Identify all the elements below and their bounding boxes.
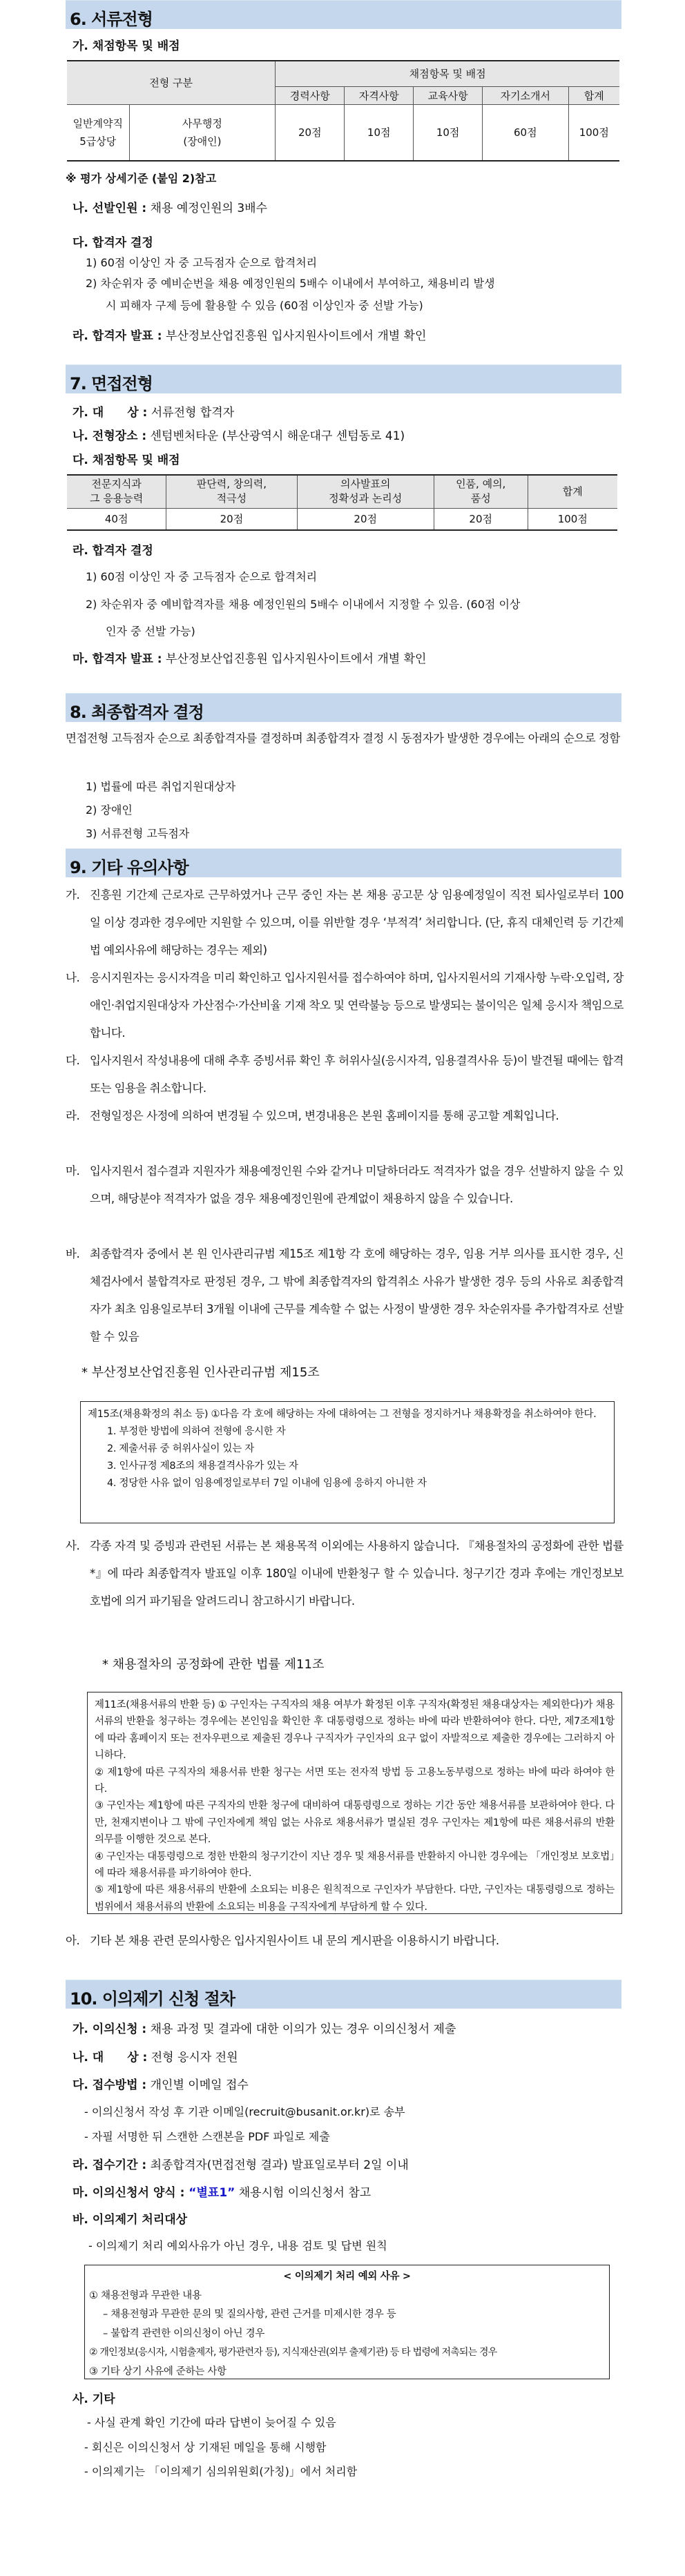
th-col: 인품, 예의, 품성 bbox=[434, 475, 528, 508]
box-para: ② 제1항에 따른 구직자의 채용서류 반환 청구는 서면 또는 전자적 방법 등 고용노동부령으로 정하는 바에 따라 하여야 한다. bbox=[95, 1766, 615, 1795]
s9-para-ra: 라. 전형일정은 사정에 의하여 변경될 수 있으며, 변경내용은 본원 홈페이지를 통해 공고할 계획입니다. bbox=[66, 1109, 559, 1122]
s9-para-na: 나. 응시지원자는 응시자격을 미리 확인하고 입사지원서를 접수하여야 하며, 입사지원서의 기재사항 누락·오입력, 장애인·취업지원대상자 가산점수·가산비율 기재 착오 및 연락불능 등으로 발생되는 불이익은 일체 응시자 책임으로 합니다. bbox=[66, 971, 624, 1040]
s6-score-table bbox=[67, 60, 619, 162]
s7-score-table bbox=[67, 474, 617, 531]
s9-para-da: 다. 입사지원서 작성내용에 대해 추후 증빙서류 확인 후 허위사실(응시자격, 임용결격사유 등)이 발견될 때에는 합격 또는 임용을 취소합니다. bbox=[66, 1054, 624, 1095]
s9-ref-rule15: * 부산정보산업진흥원 인사관리규범 제15조 bbox=[81, 1365, 320, 1380]
s10-f1: - 이의제기 처리 예외사유가 아닌 경우, 내용 검토 및 답변 원칙 bbox=[88, 2239, 387, 2252]
s10-g-item: - 이의제기는 「이의제기 심의위원회(가칭)」에서 처리함 bbox=[84, 2465, 358, 2478]
s6-c2: 2) 차순위자 중 예비순번을 채용 예정인원의 5배수 이내에서 부여하고, 채용비리 발생 bbox=[86, 277, 495, 290]
box-item: 2. 제출서류 중 허위사실이 있는 자 bbox=[107, 1443, 254, 1454]
section-10-heading bbox=[66, 1980, 621, 2009]
s9-para-ga: 가. 진흥원 기간제 근로자로 근무하였거나 근무 중인 자는 본 채용 공고문 상 임용예정일이 직전 퇴사일로부터 100일 이상 경과한 경우에만 지원할 수 있으며, 이를 위반할 경우 ‘부적격’ 처리합니다. (단, 휴직 대체인력 등 기간제법 예외사유에 해당하는 경우는 제외) bbox=[66, 888, 624, 957]
s10-item-e: 마. 이의신청서 양식 : “별표1” 채용시험 이의신청서 참고 bbox=[73, 2186, 372, 2200]
box-para: ④ 구인자는 대통령령으로 정한 반환의 청구기간이 지난 경우 및 채용서류를 반환하지 아니한 경우에는 「개인정보 보호법」에 따라 채용서류를 파기하여야 한다. bbox=[95, 1851, 615, 1880]
s10-exception-box bbox=[84, 2265, 610, 2379]
s9-para-a: 아. 기타 본 채용 관련 문의사항은 입사지원사이트 내 문의 게시판을 이용하시기 바랍니다. bbox=[66, 1934, 499, 1947]
th-col: 의사발표의 정확성과 논리성 bbox=[297, 475, 434, 508]
s10-g-item: - 사실 관계 확인 기간에 따라 답변이 늦어질 수 있음 bbox=[87, 2416, 336, 2429]
section-title: 9. 기타 유의사항 bbox=[70, 858, 189, 877]
s9-ref-law11: * 채용절차의 공정화에 관한 법률 제11조 bbox=[102, 1657, 325, 1672]
row-type: 일반계약직 5급상당 bbox=[67, 104, 129, 161]
section-9-heading bbox=[66, 848, 621, 877]
section-title: 10. 이의제기 신청 절차 bbox=[70, 1989, 235, 2009]
cell-score: 100점 bbox=[528, 508, 617, 530]
box-line: – 불합격 관련한 이의신청이 아닌 경우 bbox=[103, 2328, 265, 2339]
th-group: 전형 구분 bbox=[67, 61, 276, 104]
s6-subheading-a: 가. 채점항목 및 배점 bbox=[73, 39, 180, 53]
s7-item-a: 가. 대 상 : 서류전형 합격자 bbox=[73, 406, 235, 420]
section-title: 7. 면접전형 bbox=[70, 374, 153, 393]
cell-score: 60점 bbox=[483, 104, 568, 161]
s7-d1: 1) 60점 이상인 자 중 고득점자 순으로 합격처리 bbox=[86, 570, 318, 583]
s8-item: 3) 서류전형 고득점자 bbox=[86, 827, 190, 840]
th-col: 합계 bbox=[528, 475, 617, 508]
s6-c2-cont: 시 피해자 구제 등에 활용할 수 있음 (60점 이상인자 중 선발 가능) bbox=[106, 299, 423, 312]
s10-c2: - 자필 서명한 뒤 스캔한 스캔본을 PDF 파일로 제출 bbox=[84, 2130, 330, 2143]
s7-item-e: 마. 합격자 발표 : 부산정보산업진흥원 입사지원사이트에서 개별 확인 bbox=[73, 652, 427, 666]
th-col: 합계 bbox=[568, 86, 619, 104]
section-title: 8. 최종합격자 결정 bbox=[70, 703, 204, 722]
th-col: 자격사항 bbox=[345, 86, 414, 104]
box-para: ⑤ 제1항에 따른 채용서류의 반환에 소요되는 비용은 원칙적으로 구인자가 부담한다. 다만, 구인자는 대통령령으로 정하는 범위에서 채용서류의 반환에 소요되는 비용을 구직자에게 부담하게 할 수 있다. bbox=[95, 1884, 615, 1913]
s6-item-c: 다. 합격자 결정 bbox=[73, 236, 153, 250]
section-6-heading bbox=[66, 0, 621, 29]
th-col: 전문지식과 그 응용능력 bbox=[67, 475, 166, 508]
box-item: 4. 정당한 사유 없이 임용예정일로부터 7일 이내에 임용에 응하지 아니한 자 bbox=[107, 1478, 427, 1489]
box-lead: 제15조(채용확정의 취소 등) ①다음 각 호에 해당하는 자에 대하여는 그 전형을 정지하거나 채용확정을 취소하여야 한다. bbox=[88, 1409, 597, 1420]
s7-d2-cont: 인자 중 선발 가능) bbox=[106, 625, 195, 638]
s6-item-b: 나. 선발인원 : 채용 예정인원의 3배수 bbox=[73, 202, 268, 215]
s10-item-g: 사. 기타 bbox=[73, 2392, 115, 2406]
s7-d2: 2) 차순위자 중 예비합격자를 채용 예정인원의 5배수 이내에서 지정할 수 있음. (60점 이상 bbox=[86, 598, 521, 611]
box-para: 제11조(채용서류의 반환 등) ① 구인자는 구직자의 채용 여부가 확정된 이후 구직자(확정된 채용대상자는 제외한다)가 채용서류의 반환을 청구하는 경우에는 본인임을 확인한 후 대통령령으로 정하는 바에 따라 반환하여야 한다. 다만, 제7조제1항에 따라 홈페이지 또는 전자우편으로 제출된 경우나 구직자가 구인자의 요구 없이 자발적으로 제출한 경우에는 그러하지 아니하다. bbox=[95, 1699, 615, 1762]
cell-score: 40점 bbox=[67, 508, 166, 530]
s10-c1: - 이의신청서 작성 후 기관 이메일(recruit@busanit.or.kr)로 송부 bbox=[84, 2105, 405, 2118]
box-item: 3. 인사규정 제8조의 채용결격사유가 있는 자 bbox=[107, 1461, 298, 1472]
th-items: 채점항목 및 배점 bbox=[276, 61, 619, 86]
s9-para-ma: 마. 입사지원서 접수결과 지원자가 채용예정인원 수와 같거나 미달하더라도 적격자가 없을 경우 선발하지 않을 수 있으며, 해당분야 적격자가 없을 경우 채용예정인원에 관계없이 채용하지 않을 수 있습니다. bbox=[66, 1164, 624, 1205]
section-title: 6. 서류전형 bbox=[70, 10, 153, 29]
cell-score: 20점 bbox=[276, 104, 345, 161]
cell-score: 100점 bbox=[568, 104, 619, 161]
attachment-1-link[interactable]: “별표1” bbox=[184, 2186, 235, 2200]
s10-item-f: 바. 이의제기 처리대상 bbox=[73, 2213, 188, 2227]
box-item: 1. 부정한 방법에 의하여 전형에 응시한 자 bbox=[107, 1426, 286, 1437]
s10-item-c: 다. 접수방법 : 개인별 이메일 접수 bbox=[73, 2078, 249, 2092]
s10-item-b: 나. 대 상 : 전형 응시자 전원 bbox=[73, 2051, 238, 2065]
s9-law11-box bbox=[87, 1692, 622, 1914]
s7-item-c: 다. 채점항목 및 배점 bbox=[73, 453, 180, 467]
th-col: 자기소개서 bbox=[483, 86, 568, 104]
box-title: < 이의제기 처리 예외 사유 > bbox=[283, 2271, 411, 2282]
s7-item-d: 라. 합격자 결정 bbox=[73, 544, 153, 558]
cell-score: 10점 bbox=[414, 104, 483, 161]
box-line: ③ 기타 상기 사유에 준하는 사항 bbox=[89, 2365, 226, 2377]
s9-para-sa: 사. 각종 자격 및 증빙과 관련된 서류는 본 채용목적 이외에는 사용하지 않습니다. 『채용절차의 공정화에 관한 법률*』에 따라 최종합격자 발표일 이후 180일 이내에 반환청구 할 수 있습니다. 청구기간 경과 후에는 개인정보보호법에 의거 파기됨을 알려드리니 참고하시기 바랍니다. bbox=[66, 1539, 624, 1608]
section-8-heading bbox=[66, 693, 621, 722]
box-line: ① 채용전형과 무관한 내용 bbox=[89, 2290, 202, 2301]
cell-score: 20점 bbox=[297, 508, 434, 530]
th-col: 교육사항 bbox=[414, 86, 483, 104]
cell-score: 20점 bbox=[166, 508, 297, 530]
box-line: ② 개인정보(응시자, 시험출제자, 평가관련자 등), 지식재산권(외부 출제기관) 등 타 법령에 저촉되는 경우 bbox=[89, 2347, 497, 2358]
box-line: – 채용전형과 무관한 문의 및 질의사항, 관련 근거를 미제시한 경우 등 bbox=[103, 2309, 396, 2320]
box-para: ③ 구인자는 제1항에 따른 구직자의 반환 청구에 대비하여 대통령령으로 정하는 기간 동안 채용서류를 보관하여야 한다. 다만, 천재지변이나 그 밖에 구인자에게 책임 없는 사유로 채용서류가 멸실된 경우 구인자는 제1항에 따른 채용서류의 반환 의무를 이행한 것으로 본다. bbox=[95, 1800, 615, 1846]
cell-score: 20점 bbox=[434, 508, 528, 530]
s10-g-item: - 회신은 이의신청서 상 기재된 메일을 통해 시행함 bbox=[84, 2441, 327, 2454]
s10-item-d: 라. 접수기간 : 최종합격자(면접전형 결과) 발표일로부터 2일 이내 bbox=[73, 2158, 409, 2172]
s7-item-b: 나. 전형장소 : 센텀벤처타운 (부산광역시 해운대구 센텀동로 41) bbox=[73, 429, 405, 443]
s6-c1: 1) 60점 이상인 자 중 고득점자 순으로 합격처리 bbox=[86, 256, 318, 269]
section-7-heading bbox=[66, 364, 621, 393]
s8-item: 1) 법률에 따른 취업지원대상자 bbox=[86, 780, 236, 793]
s9-para-ba: 바. 최종합격자 중에서 본 원 인사관리규범 제15조 제1항 각 호에 해당하는 경우, 임용 거부 의사를 표시한 경우, 신체검사에서 불합격자로 판정된 경우, 그 밖에 최종합격자의 합격취소 사유가 발생한 경우 등의 사유로 최종합격자가 최초 임용일로부터 3개월 이내에 근무를 계속할 수 없는 사정이 발생한 경우 차순위자를 추가합격자로 선발할 수 있음 bbox=[66, 1247, 624, 1343]
s8-item: 2) 장애인 bbox=[86, 803, 133, 817]
row-job: 사무행정 (장애인) bbox=[129, 104, 276, 161]
cell-score: 10점 bbox=[345, 104, 414, 161]
s6-note: ※ 평가 상세기준 (붙임 2)참고 bbox=[66, 172, 217, 185]
th-col: 판단력, 창의력, 적극성 bbox=[166, 475, 297, 508]
s9-rule15-box bbox=[80, 1401, 615, 1523]
s6-item-d: 라. 합격자 발표 : 부산정보산업진흥원 입사지원사이트에서 개별 확인 bbox=[73, 329, 427, 343]
s10-item-a: 가. 이의신청 : 채용 과정 및 결과에 대한 이의가 있는 경우 이의신청서 제출 bbox=[73, 2022, 456, 2036]
th-col: 경력사항 bbox=[276, 86, 345, 104]
s8-body: 면접전형 고득점자 순으로 최종합격자를 결정하며 최종합격자 결정 시 동점자가 발생한 경우에는 아래의 순으로 정함 bbox=[66, 732, 620, 745]
